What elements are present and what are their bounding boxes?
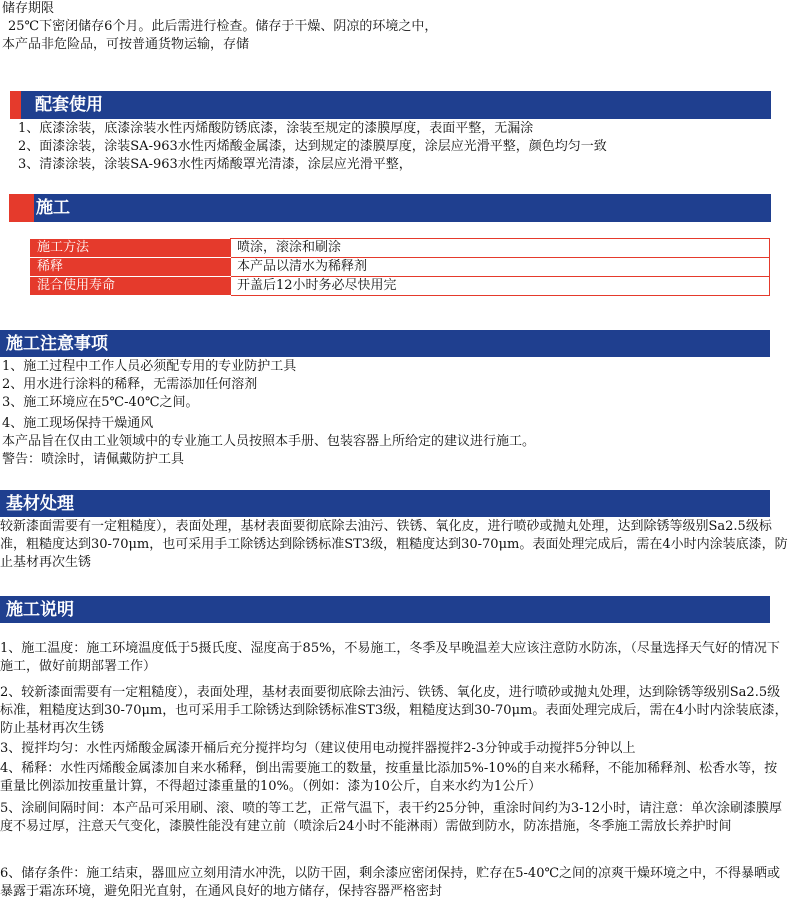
section-header-construction	[34, 194, 771, 222]
instruction-item: 6、储存条件：施工结束，器皿应立刻用清水冲洗，以防干固，剩余漆应密闭保持，贮存在5-40℃之间的凉爽干燥环境之中，不得暴晒或暴露于霜冻环境，避免阳光直射，在通风良好的地方储存，保持容器严格密封	[0, 866, 781, 899]
section-header-instructions	[0, 596, 770, 623]
table-row	[31, 277, 770, 296]
section-header-precautions	[0, 330, 770, 357]
table-value: 开盖后12小时务必尽快用完	[231, 277, 770, 296]
instruction-item: 2、较新漆面需要有一定粗糙度），表面处理，基材表面要彻底除去油污、铁锈、氧化皮，进行喷砂或抛丸处理，达到除锈等级别Sa2.5级标准，粗糙度达到30-70μm，也可采用手工除锈达到除锈标准ST3级，粗糙度达到30-70μm。表面处理完成后，需在4小时内涂装底漆，防止基材再次生锈	[0, 685, 788, 736]
section-accent	[10, 91, 21, 119]
section-title: 施工说明	[6, 600, 74, 620]
section-title: 施工注意事项	[6, 334, 108, 354]
table-key: 稀释	[31, 258, 231, 277]
table-row	[31, 239, 770, 258]
substrate-text: 较新漆面需要有一定粗糙度），表面处理，基材表面要彻底除去油污、铁锈、氧化皮，进行喷砂或抛丸处理，达到除锈等级别Sa2.5级标准，粗糙度达到30-70μm，也可采用手工除锈达到除锈标准ST3级，粗糙度达到30-70μm。表面处理完成后，需在4小时内涂装底漆，防止基材再次生锈	[0, 519, 788, 570]
table-value: 喷涂，滚涂和刷涂	[231, 239, 770, 258]
storage-line: 本产品非危险品，可按普通货物运输，存储	[2, 37, 250, 52]
list-item: 2、用水进行涂料的稀释，无需添加任何溶剂	[2, 377, 258, 392]
instruction-item: 3、搅拌均匀：水性丙烯酸金属漆开桶后充分搅拌均匀（建议使用电动搅拌器搅拌2-3分钟或手动搅拌5分钟以上	[0, 741, 636, 756]
list-item: 3、清漆涂装，涂装SA-963水性丙烯酸罩光清漆，涂层应光滑平整，	[18, 157, 412, 172]
section-title: 配套使用	[35, 95, 103, 115]
list-item: 警告：喷涂时，请佩戴防护工具	[2, 452, 185, 467]
list-item: 3、施工环境应在5℃-40℃之间。	[2, 395, 199, 410]
table-key: 混合使用寿命	[31, 277, 231, 296]
section-accent	[9, 194, 34, 222]
instruction-item: 4、稀释：水性丙烯酸金属漆加自来水稀释，倒出需要施工的数量，按重量比添加5%-10%的自来水稀释，不能加稀释剂、松香水等，按重量比例添加按重量计算，不得超过漆重量的10%。（例如：漆为10公斤，自来水约为1公斤）	[0, 761, 778, 794]
list-item: 2、面漆涂装，涂装SA-963水性丙烯酸金属漆，达到规定的漆膜厚度，涂层应光滑平整，颜色均匀一致	[18, 139, 607, 154]
table-key: 施工方法	[31, 239, 231, 258]
list-item: 4、施工现场保持干燥通风	[2, 416, 154, 431]
storage-title: 储存期限	[2, 1, 55, 16]
section-header-matching	[21, 91, 771, 119]
instruction-item: 1、施工温度：施工环境温度低于5摄氏度、湿度高于85%，不易施工，冬季及早晚温差大应该注意防水防冻，（尽量选择天气好的情况下施工，做好前期部署工作）	[0, 641, 780, 674]
section-header-substrate	[0, 490, 770, 517]
section-title: 基材处理	[6, 494, 74, 514]
instruction-item: 5、涂刷间隔时间：本产品可采用刷、滚、喷的等工艺，正常气温下，表干约25分钟，重涂时间约为3-12小时，请注意：单次涂刷漆膜厚度不易过厚，注意天气变化，漆膜性能没有建立前（喷涂后24小时不能淋雨）需做到防水，防冻措施，冬季施工需放长养护时间	[0, 801, 783, 834]
list-item: 1、施工过程中工作人员必须配专用的专业防护工具	[2, 359, 297, 374]
construction-table	[30, 238, 770, 296]
section-title: 施工	[36, 198, 70, 218]
list-item: 本产品旨在仅由工业领域中的专业施工人员按照本手册、包装容器上所给定的建议进行施工。	[2, 434, 536, 449]
list-item: 1、底漆涂装，底漆涂装水性丙烯酸防锈底漆，涂装至规定的漆膜厚度，表面平整，无漏涂	[18, 121, 534, 136]
table-value: 本产品以清水为稀释剂	[231, 258, 770, 277]
storage-line: 25℃下密闭储存6个月。此后需进行检查。储存于干燥、阴凉的环境之中，	[8, 19, 438, 34]
table-row	[31, 258, 770, 277]
